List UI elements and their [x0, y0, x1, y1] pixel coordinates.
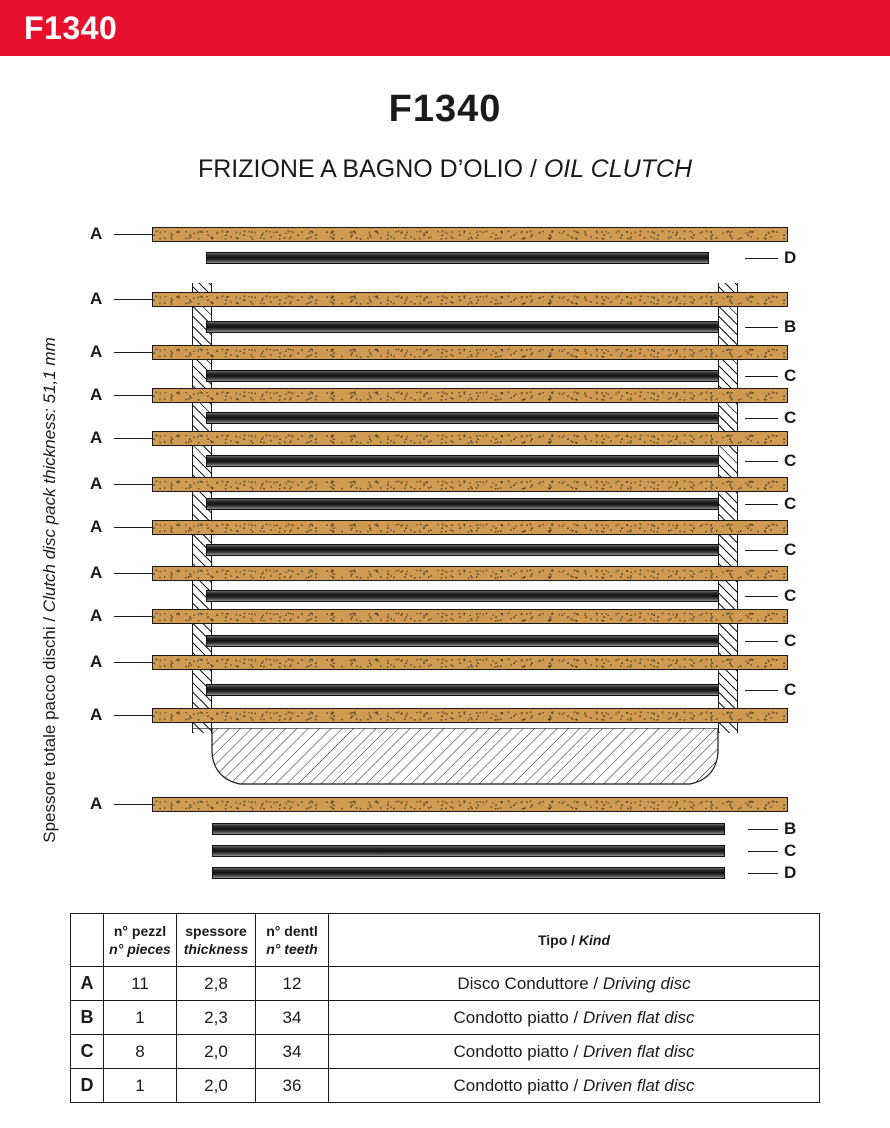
steel-disc-c	[206, 498, 719, 510]
steel-disc-c	[206, 412, 719, 424]
label-d: D	[784, 248, 797, 267]
row-kind-it: Condotto piatto /	[453, 1041, 583, 1061]
label-a: A	[90, 342, 103, 361]
leader-line-c	[745, 461, 778, 462]
label-c: C	[784, 680, 797, 699]
header-kind-en: Kind	[578, 931, 611, 948]
friction-disc-a	[152, 797, 788, 812]
row-key: D	[71, 1069, 104, 1103]
row-kind-en: Driven flat disc	[583, 1075, 695, 1095]
steel-disc-c	[206, 370, 719, 382]
row-kind-it: Condotto piatto /	[453, 1007, 583, 1027]
leader-line-a	[114, 352, 152, 353]
row-thickness: 2,0	[177, 1069, 256, 1103]
label-a: A	[90, 652, 103, 671]
leader-line-c	[748, 851, 778, 852]
subtitle-italian: FRIZIONE A BAGNO D’OLIO /	[197, 155, 544, 183]
table-row	[71, 1035, 820, 1069]
steel-disc-d	[212, 867, 725, 879]
label-b: B	[784, 317, 797, 336]
spec-table	[70, 913, 820, 1103]
row-kind	[329, 967, 820, 1001]
friction-disc-a	[152, 227, 788, 242]
leader-line-a	[114, 234, 152, 235]
table-header-row	[71, 914, 820, 967]
row-pieces: 8	[104, 1035, 177, 1069]
label-a: A	[90, 794, 103, 813]
row-kind-en: Driven flat disc	[583, 1007, 695, 1027]
label-c: C	[784, 540, 797, 559]
label-a: A	[90, 517, 103, 536]
label-b: B	[784, 819, 797, 838]
friction-disc-a	[152, 708, 788, 723]
row-pieces: 11	[104, 967, 177, 1001]
leader-line-a	[114, 299, 152, 300]
header-teeth-en: n° teeth	[266, 941, 318, 957]
leader-line-a	[114, 484, 152, 485]
leader-line-a	[114, 573, 152, 574]
label-a: A	[90, 474, 103, 493]
header-kind-it: Tipo /	[537, 931, 579, 948]
label-a: A	[90, 606, 103, 625]
row-key: A	[71, 967, 104, 1001]
steel-disc-c	[206, 635, 719, 647]
side-label-italian: Spessore totale pacco dischi /	[40, 612, 59, 843]
leader-line-a	[114, 616, 152, 617]
label-c: C	[784, 494, 797, 513]
friction-disc-a	[152, 388, 788, 403]
row-teeth: 36	[256, 1069, 329, 1103]
friction-disc-a	[152, 431, 788, 446]
row-kind-en: Driven flat disc	[583, 1041, 695, 1061]
row-kind	[329, 1035, 820, 1069]
leader-line-a	[114, 438, 152, 439]
label-d: D	[784, 863, 797, 882]
steel-disc-c	[212, 845, 725, 857]
steel-disc-c	[206, 544, 719, 556]
steel-disc-d	[206, 252, 709, 264]
label-a: A	[90, 385, 103, 404]
row-kind	[329, 1069, 820, 1103]
header-thickness-it: spessore	[185, 922, 247, 939]
leader-line-c	[745, 690, 778, 691]
leader-line-a	[114, 662, 152, 663]
row-teeth: 12	[256, 967, 329, 1001]
table-row	[71, 1001, 820, 1035]
subtitle-english: OIL CLUTCH	[543, 155, 693, 183]
leader-line-b	[748, 829, 778, 830]
row-thickness: 2,8	[177, 967, 256, 1001]
header-pieces-en: n° pieces	[109, 941, 171, 957]
steel-disc-c	[206, 455, 719, 467]
side-label-english: Clutch disc pack thickness: 51,1 mm	[40, 337, 59, 613]
row-kind-it: Disco Conduttore /	[457, 973, 603, 993]
leader-line-a	[114, 804, 152, 805]
leader-line-a	[114, 715, 152, 716]
row-teeth: 34	[256, 1001, 329, 1035]
leader-line-b	[745, 327, 778, 328]
header-product-code: F1340	[24, 10, 118, 46]
table-row	[71, 967, 820, 1001]
label-c: C	[784, 366, 797, 385]
friction-disc-a	[152, 566, 788, 581]
row-teeth: 34	[256, 1035, 329, 1069]
row-thickness: 2,3	[177, 1001, 256, 1035]
friction-disc-a	[152, 345, 788, 360]
page-title: F1340	[388, 88, 502, 130]
row-kind-it: Condotto piatto /	[453, 1075, 583, 1095]
label-c: C	[784, 408, 797, 427]
row-key: B	[71, 1001, 104, 1035]
header-thickness-en: thickness	[183, 941, 249, 957]
header-teeth	[256, 914, 329, 967]
header-kind	[329, 914, 820, 967]
label-a: A	[90, 289, 103, 308]
friction-disc-a	[152, 292, 788, 307]
row-kind-en: Driving disc	[602, 973, 691, 993]
label-a: A	[90, 563, 103, 582]
header-pieces-it: n° pezzl	[113, 922, 167, 939]
label-c: C	[784, 586, 797, 605]
label-a: A	[90, 224, 103, 243]
label-c: C	[784, 631, 797, 650]
row-kind	[329, 1001, 820, 1035]
label-c: C	[784, 841, 797, 860]
leader-line-c	[745, 596, 778, 597]
leader-line-d	[748, 873, 778, 874]
friction-disc-a	[152, 655, 788, 670]
label-a: A	[90, 705, 103, 724]
label-a: A	[90, 428, 103, 447]
header-teeth-it: n° dentl	[266, 922, 318, 939]
friction-disc-a	[152, 520, 788, 535]
row-thickness: 2,0	[177, 1035, 256, 1069]
row-pieces: 1	[104, 1069, 177, 1103]
row-pieces: 1	[104, 1001, 177, 1035]
header-thickness	[177, 914, 256, 967]
steel-disc-c	[206, 684, 719, 696]
header-key	[71, 914, 104, 967]
steel-disc-b	[206, 321, 719, 333]
table-row	[71, 1069, 820, 1103]
leader-line-c	[745, 504, 778, 505]
label-c: C	[784, 451, 797, 470]
leader-line-a	[114, 527, 152, 528]
pressure-plate	[150, 728, 746, 794]
leader-line-c	[745, 376, 778, 377]
steel-disc-b	[212, 823, 725, 835]
leader-line-c	[745, 641, 778, 642]
leader-line-a	[114, 395, 152, 396]
leader-line-d	[745, 258, 778, 259]
header-pieces	[104, 914, 177, 967]
leader-line-c	[745, 550, 778, 551]
friction-disc-a	[152, 609, 788, 624]
steel-disc-c	[206, 590, 719, 602]
leader-line-c	[745, 418, 778, 419]
row-key: C	[71, 1035, 104, 1069]
friction-disc-a	[152, 477, 788, 492]
